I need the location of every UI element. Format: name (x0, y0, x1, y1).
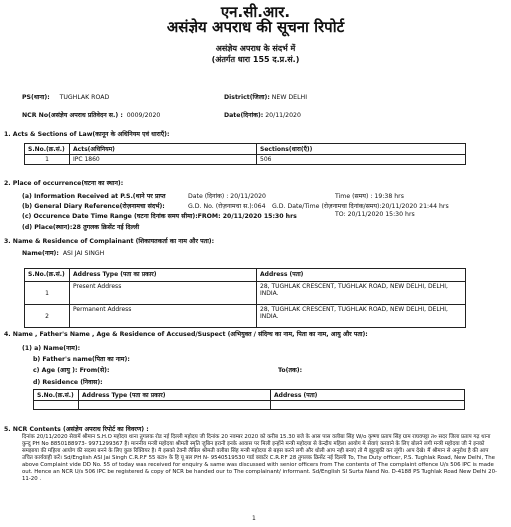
table-row (34, 401, 465, 410)
subtitle-line-2: (अंतर्गत धारा 155 द.प्र.सं.) (211, 55, 300, 64)
ncr-value: 0009/2020 (126, 112, 161, 119)
section1-heading: 1. Acts & Sections of Law(कानून के अधिनियम एवं धाराएँ): (4, 131, 170, 138)
ncr-label: NCR No(असंज्ञेय अपराध प्रतिवेदन स.) : (22, 112, 123, 119)
cell-act: IPC 1860 (70, 155, 257, 165)
gd-datetime: G.D. Date/Time (रोज़नामचा दिनांक/समय):20/11/2020 21:44 hrs (272, 203, 449, 210)
title-line-2: असंज्ञेय अपराध की सूचना रिपोर्ट (166, 18, 345, 36)
gd-number: G.D. No. (रोज़नामचा स.):064 (188, 203, 266, 210)
district-label: District(जिला): (224, 94, 270, 101)
acts-table (24, 143, 466, 165)
place-of-occurrence: (d) Place(स्थान):28 तुगलक क्रिसेंट नई दिल्ली (22, 224, 140, 231)
cell-section: 506 (257, 155, 466, 165)
info-received-label: (a) Information Received at P.S.(थाने पर प्राप्त (22, 193, 166, 200)
section5-heading: 5. NCR Contents (असंज्ञेय अपराध रिपोर्ट का विवरण) : (4, 426, 149, 433)
accused-residence: d) Residence (निवास): (33, 379, 103, 386)
ps-value: TUGHLAK ROAD (59, 94, 110, 101)
table-header-row (25, 144, 466, 155)
section2-heading: 2. Place of occurrence(घटना का स्थान): (4, 180, 124, 187)
cell-sno: 1 (25, 282, 70, 305)
gd-reference-label: (b) General Diary Reference(रोज़नामचा संदर्भ): (22, 203, 165, 210)
police-station (22, 92, 109, 101)
accused-age-from: c) Age (आयु ): From(से): (33, 367, 110, 374)
title-line-1: एन.सी.आर. (220, 3, 291, 21)
col-address-type: Address Type (पता का प्रकार) (79, 390, 271, 401)
cell-sno: 1 (25, 155, 70, 165)
page-number: 1 (252, 515, 256, 522)
cell-address: 28, TUGHLAK CRESCENT, TUGHLAK ROAD, NEW DELHI, DELHI, INDIA. (257, 282, 466, 305)
occurrence-to: TO: 20/11/2020 15:30 hrs (335, 211, 415, 218)
ncr-contents-body: दिनांक 20/11/2020 सेवामें श्रीमान S.H.O महोदय थाना तुगलक रोड नई दिल्ली महोदय जी दिनांक 20 नवम्बर 2020 को करीब 15.30 बजे के आस पास वलीबा सिंह W/o कृष्णा प्रताप सिंह ग्राम राघवपट्टा त० सदर जिला प्रताप गढ़ थाना कुन्दु PH No 8850188973- 9971299367 है। माननीय मन्त्री महोदया श्रीमती स्मृति जुबिन इरानी इनके आवास पर मिली इन्होंने मन्त्री महोदया से केन्द्रीय महिला आयोग मे सेवाएं करवाने के लिए बोलने लगी मन्त्री महोदया जी ने इनको समझाया की महिला आयोग की सदस्य बनने के लिए कुछ रिक्वियर है। मै इसको टेक्नी लैबिल श्रीमती वलीबा सिंह मन्त्री महोदया से बहस करने लगी और धोली आप नही बनाएं तो मै झूटबुकी कर लूंगी। आप देखे। मैं श्रीमान से अनुरोध है की आप उचित कार्यवाही करें। Sd/English ASI Jai Singh C.R.P.F 55 बटा० के हि यू बल PH N- 9540519530 गार्ड क्वार्टर C.R.P.F 28 तुगलक क्रिसेंट नई दिल्ली To, The Duty officer, P.S. Tughlak Road, New Delhi, The above Complaint vide DD No. 55 of today was received for enquiry & same was discussed with senior officers from The contents of The complaint offence U/s 506 IPC is made out. Hence an NCR U/s 506 IPC be registered & copy of NCR be handed our to The complainant/ informant. Sd/English SI Surta Nand No. D-4188 PS Tughlak Road New Delhi 20-11-20 . (22, 434, 497, 482)
complainant-name-value: ASI JAI SINGH (62, 250, 105, 257)
table-row (25, 305, 466, 328)
cell-address (271, 401, 465, 410)
col-sections: Sections(धारा(एँ)) (257, 144, 466, 155)
col-address: Address (पता) (271, 390, 465, 401)
ncr-number (22, 110, 160, 119)
cell-sno (34, 401, 79, 410)
col-sno: S.No.(क्र.सं.) (25, 269, 70, 282)
table-header-row (25, 269, 466, 282)
subtitle-line-1: असंज्ञेय अपराध के संदर्भ में (215, 44, 296, 53)
occurrence-range: (c) Occurence Date Time Range (घटना दिनांक समय सीमा):FROM: 20/11/2020 15:30 hrs (22, 213, 297, 220)
cell-address-type (79, 401, 271, 410)
district (224, 92, 307, 101)
section4-heading: 4. Name , Father's Name , Age & Residence of Accused/Suspect (अभियुक्त / संदिग्ध का नाम, पिता का नाम, आयु और पता): (4, 331, 368, 338)
col-address: Address (पता) (257, 269, 466, 282)
cell-address-type: Present Address (70, 282, 257, 305)
col-address-type: Address Type (पता का प्रकार) (70, 269, 257, 282)
info-received-time: Time (समय) : 19:38 hrs (335, 193, 404, 200)
col-sno: S.No.(क्र.सं.) (34, 390, 79, 401)
date-label: Date(दिनांक): (224, 112, 264, 119)
ps-label: PS(थाना): (22, 94, 50, 101)
accused-father-name: b) Father's name(पिता का नाम): (33, 356, 130, 363)
complainant-address-table (24, 268, 466, 328)
complainant-name (22, 248, 104, 257)
section3-heading: 3. Name & Residence of Complainant (शिकायतकर्ता का नाम और पता): (4, 238, 215, 245)
report-date (224, 110, 301, 119)
table-row (25, 155, 466, 165)
cell-address-type: Permanent Address (70, 305, 257, 328)
col-sno: S.No.(क्र.सं.) (25, 144, 70, 155)
accused-address-table (33, 389, 465, 410)
cell-address: 28, TUGHLAK CRESCENT, TUGHLAK ROAD, NEW DELHI, DELHI, INDIA. (257, 305, 466, 328)
date-value: 20/11/2020 (265, 112, 301, 119)
table-row (25, 282, 466, 305)
cell-sno: 2 (25, 305, 70, 328)
info-received-date: Date (दिनांक) : 20/11/2020 (188, 193, 266, 200)
district-value: NEW DELHI (271, 94, 308, 101)
table-header-row (34, 390, 465, 401)
accused-age-to: To(तक): (278, 367, 303, 374)
accused-name: (1) a) Name(नाम): (22, 345, 81, 352)
col-acts: Acts(अधिनियम) (70, 144, 257, 155)
complainant-name-label: Name(नाम): (22, 250, 59, 257)
